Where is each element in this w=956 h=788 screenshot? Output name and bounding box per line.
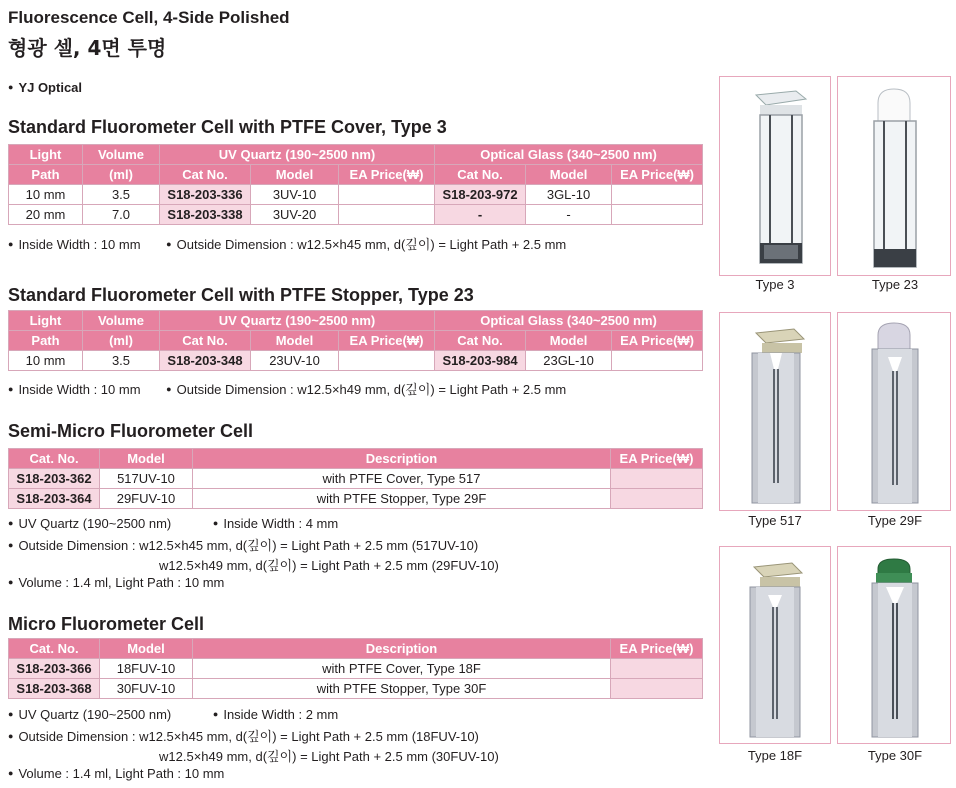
note-outside-dimension: ● Outside Dimension : w12.5×h45 mm, d(깊이) = Light Path + 2.5 mm bbox=[166, 237, 566, 252]
col-header: UV Quartz (190~2500 nm) bbox=[160, 145, 435, 165]
caption-type-517: Type 517 bbox=[748, 513, 802, 528]
cuvette-type29f-image bbox=[838, 313, 950, 510]
col-header: Volume bbox=[83, 311, 160, 331]
photo-type-30f bbox=[837, 546, 951, 744]
cell-model: - bbox=[526, 205, 612, 225]
table-row bbox=[9, 679, 703, 699]
caption-type-18f: Type 18F bbox=[747, 748, 803, 763]
cuvette-type517-image bbox=[720, 313, 830, 510]
table-row bbox=[9, 659, 703, 679]
cuvette-type23-image bbox=[838, 77, 950, 275]
table-type3 bbox=[8, 144, 703, 225]
col-header: Model bbox=[100, 639, 193, 659]
cell-cat-no: S18-203-366 bbox=[9, 659, 100, 679]
cell-description: with PTFE Stopper, Type 30F bbox=[193, 679, 611, 699]
caption-type-3: Type 3 bbox=[755, 277, 795, 292]
cell-price bbox=[612, 185, 703, 205]
manufacturer-label: YJ Optical bbox=[18, 80, 83, 95]
col-header: Path bbox=[9, 165, 83, 185]
cell-cat-no: S18-203-336 bbox=[160, 185, 251, 205]
note-line bbox=[8, 516, 338, 531]
col-header: (ml) bbox=[83, 165, 160, 185]
cell-price bbox=[611, 659, 703, 679]
cell-model: 18FUV-10 bbox=[100, 659, 193, 679]
note-text: Volume : 1.4 ml, Light Path : 10 mm bbox=[18, 766, 225, 781]
cell-price bbox=[611, 469, 703, 489]
note-material: ● UV Quartz (190~2500 nm) bbox=[8, 516, 171, 531]
table-type23 bbox=[8, 310, 703, 371]
table-row bbox=[9, 205, 703, 225]
note-inside-width: ● Inside Width : 10 mm bbox=[8, 237, 141, 252]
cell-price bbox=[339, 205, 435, 225]
cell-volume: 7.0 bbox=[83, 205, 160, 225]
cell-cat-no: S18-203-338 bbox=[160, 205, 251, 225]
note-outside-dimension-2: w12.5×h49 mm, d(깊이) = Light Path + 2.5 mm (29FUV-10) bbox=[159, 558, 499, 573]
col-header: Light bbox=[9, 311, 83, 331]
section-title-semi-micro: Semi-Micro Fluorometer Cell bbox=[8, 421, 254, 441]
cell-model: 3GL-10 bbox=[526, 185, 612, 205]
note-inside-width: ● Inside Width : 4 mm bbox=[213, 516, 338, 531]
col-header: Model bbox=[526, 165, 612, 185]
cell-volume: 3.5 bbox=[83, 351, 160, 371]
note-outside-dimension bbox=[8, 726, 479, 745]
cell-description: with PTFE Cover, Type 517 bbox=[193, 469, 611, 489]
cell-price bbox=[611, 679, 703, 699]
col-header: EA Price(₩) bbox=[611, 639, 703, 659]
cell-cat-no: S18-203-364 bbox=[9, 489, 100, 509]
col-header: Light bbox=[9, 145, 83, 165]
section-title-micro: Micro Fluorometer Cell bbox=[8, 614, 205, 634]
col-header: Model bbox=[251, 331, 339, 351]
note-volume bbox=[8, 766, 224, 781]
cell-model: 3UV-10 bbox=[251, 185, 339, 205]
col-header: Cat. No. bbox=[9, 639, 100, 659]
cell-model: 29FUV-10 bbox=[100, 489, 193, 509]
col-header: EA Price(₩) bbox=[339, 165, 435, 185]
cell-light-path: 10 mm bbox=[9, 351, 83, 371]
cell-cat-no: S18-203-362 bbox=[9, 469, 100, 489]
cuvette-type18f-image bbox=[720, 547, 830, 743]
note-outside-dimension-2: w12.5×h49 mm, d(깊이) = Light Path + 2.5 mm (30FUV-10) bbox=[159, 749, 499, 764]
note-line bbox=[8, 379, 566, 398]
cuvette-type3-image bbox=[720, 77, 830, 275]
col-header: EA Price(₩) bbox=[612, 331, 703, 351]
caption-type-30f: Type 30F bbox=[867, 748, 923, 763]
col-header: EA Price(₩) bbox=[611, 449, 703, 469]
note-outside-dimension: ● Outside Dimension : w12.5×h49 mm, d(깊이) = Light Path + 2.5 mm bbox=[166, 382, 566, 397]
col-header: Model bbox=[100, 449, 193, 469]
cell-cat-no: S18-203-368 bbox=[9, 679, 100, 699]
cell-model: 517UV-10 bbox=[100, 469, 193, 489]
col-header: Cat No. bbox=[435, 165, 526, 185]
photo-type-23 bbox=[837, 76, 951, 276]
note-line bbox=[8, 234, 566, 253]
cell-volume: 3.5 bbox=[83, 185, 160, 205]
col-header: EA Price(₩) bbox=[339, 331, 435, 351]
photo-type-3 bbox=[719, 76, 831, 276]
cell-model: 30FUV-10 bbox=[100, 679, 193, 699]
cell-price bbox=[339, 351, 435, 371]
col-header: Cat No. bbox=[160, 331, 251, 351]
col-header: Volume bbox=[83, 145, 160, 165]
cell-model: 3UV-20 bbox=[251, 205, 339, 225]
col-header: Cat No. bbox=[160, 165, 251, 185]
cell-light-path: 20 mm bbox=[9, 205, 83, 225]
cell-price bbox=[612, 351, 703, 371]
section-title-type3: Standard Fluorometer Cell with PTFE Cover, Type 3 bbox=[8, 117, 447, 137]
cell-description: with PTFE Stopper, Type 29F bbox=[193, 489, 611, 509]
note-line bbox=[8, 707, 338, 722]
cell-description: with PTFE Cover, Type 18F bbox=[193, 659, 611, 679]
cell-cat-no: S18-203-984 bbox=[435, 351, 526, 371]
cell-light-path: 10 mm bbox=[9, 185, 83, 205]
cell-model: 23UV-10 bbox=[251, 351, 339, 371]
table-row bbox=[9, 489, 703, 509]
cuvette-type30f-image bbox=[838, 547, 950, 743]
cell-price bbox=[612, 205, 703, 225]
note-volume bbox=[8, 575, 224, 590]
cell-cat-no: - bbox=[435, 205, 526, 225]
table-row bbox=[9, 469, 703, 489]
table-row bbox=[9, 185, 703, 205]
note-text: Volume : 1.4 ml, Light Path : 10 mm bbox=[18, 575, 225, 590]
col-header: Optical Glass (340~2500 nm) bbox=[435, 311, 703, 331]
cell-cat-no: S18-203-348 bbox=[160, 351, 251, 371]
col-header: (ml) bbox=[83, 331, 160, 351]
col-header: UV Quartz (190~2500 nm) bbox=[160, 311, 435, 331]
table-semi-micro bbox=[8, 448, 703, 509]
table-row bbox=[9, 351, 703, 371]
section-title-type23: Standard Fluorometer Cell with PTFE Stopper, Type 23 bbox=[8, 285, 474, 305]
page-title-korean: 형광 셀, 4면 투명 bbox=[8, 36, 167, 60]
note-inside-width: ● Inside Width : 2 mm bbox=[213, 707, 338, 722]
cell-model: 23GL-10 bbox=[526, 351, 612, 371]
cell-price bbox=[611, 489, 703, 509]
photo-type-29f bbox=[837, 312, 951, 511]
photo-type-517 bbox=[719, 312, 831, 511]
note-material: ● UV Quartz (190~2500 nm) bbox=[8, 707, 171, 722]
col-header: Cat. No. bbox=[9, 449, 100, 469]
note-text: Outside Dimension : w12.5×h45 mm, d(깊이) = Light Path + 2.5 mm (18FUV-10) bbox=[18, 729, 479, 744]
page-title: Fluorescence Cell, 4-Side Polished bbox=[8, 8, 290, 27]
caption-type-23: Type 23 bbox=[871, 277, 919, 292]
caption-type-29f: Type 29F bbox=[867, 513, 923, 528]
col-header: EA Price(₩) bbox=[612, 165, 703, 185]
cell-price bbox=[339, 185, 435, 205]
note-inside-width: ● Inside Width : 10 mm bbox=[8, 382, 141, 397]
cell-cat-no: S18-203-972 bbox=[435, 185, 526, 205]
col-header: Model bbox=[526, 331, 612, 351]
manufacturer bbox=[8, 80, 82, 95]
col-header: Description bbox=[193, 449, 611, 469]
col-header: Cat No. bbox=[435, 331, 526, 351]
table-micro bbox=[8, 638, 703, 699]
note-text: Outside Dimension : w12.5×h45 mm, d(깊이) = Light Path + 2.5 mm (517UV-10) bbox=[18, 538, 479, 553]
note-outside-dimension bbox=[8, 535, 478, 554]
col-header: Description bbox=[193, 639, 611, 659]
col-header: Optical Glass (340~2500 nm) bbox=[435, 145, 703, 165]
col-header: Path bbox=[9, 331, 83, 351]
col-header: Model bbox=[251, 165, 339, 185]
photo-type-18f bbox=[719, 546, 831, 744]
